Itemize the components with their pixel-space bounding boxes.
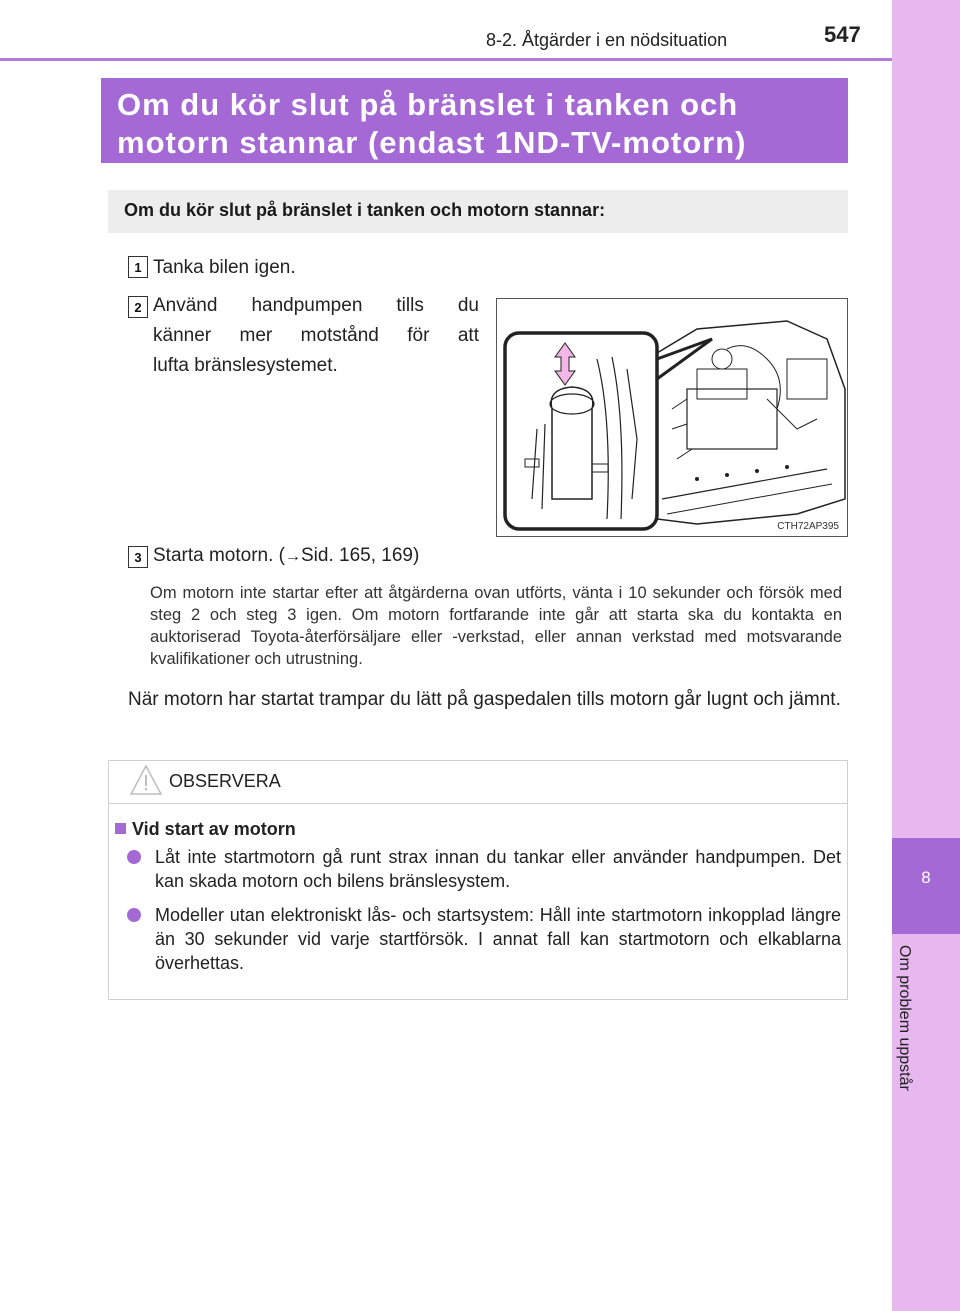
warning-title: OBSERVERA	[169, 771, 281, 791]
warning-bullet-2-text: Modeller utan elektroniskt lås- och startsystem: Håll inte startmotorn inkopplad längre än 30 sekunder vid varje startförsök. I annat fall kan startmotorn och elkablarna överhettas.	[155, 905, 841, 973]
square-bullet-icon	[115, 823, 126, 834]
step-text-1: Tanka bilen igen.	[153, 257, 296, 278]
arrow-icon: →	[285, 548, 301, 565]
warning-bullet-1-text: Låt inte startmotorn gå runt strax innan du tankar eller använder handpumpen. Det kan skada motorn och bilens bränslesystem.	[155, 847, 841, 891]
step-text-2-line3: lufta bränslesystemet.	[153, 355, 338, 376]
step-note: Om motorn inte startar efter att åtgärderna ovan utförts, vänta i 10 sekunder och försök med steg 2 och steg 3 igen. Om motorn fortfarande inte går att starta ska du kontakta en auktoriserad Toyota-återförsäljare eller -verkstad, eller annan verkstad med motsvarande kvalifikationer och utrustning.	[150, 584, 842, 668]
warning-bullet-1	[127, 845, 841, 893]
chapter-heading: 8-2. Åtgärder i en nödsituation	[486, 30, 728, 50]
warning-bullet-2	[127, 903, 841, 975]
warning-subheading	[115, 819, 296, 840]
step-number-1: 1	[128, 256, 148, 278]
warning-subheading-text: Vid start av motorn	[132, 819, 296, 839]
engine-drawing	[497, 299, 847, 536]
chapter-tab[interactable]	[892, 838, 960, 934]
section-title-line2: motorn stannar (endast 1ND-TV-motorn)	[117, 125, 747, 160]
page-number: 547	[824, 22, 861, 47]
header-rule	[0, 58, 892, 61]
engine-illustration	[496, 298, 848, 537]
step-number-2: 2	[128, 296, 148, 318]
step-text-3	[153, 541, 419, 572]
section-title-line1: Om du kör slut på bränslet i tanken och	[117, 87, 739, 122]
bullet-dot-icon	[127, 850, 141, 864]
warning-triangle-icon	[129, 763, 163, 797]
after-start-paragraph: När motorn har startat trampar du lätt på gaspedalen tills motorn går lugnt och jämnt.	[128, 689, 841, 710]
step-number-3: 3	[128, 546, 148, 568]
chapter-tab-number: 8	[921, 868, 931, 887]
step-text-2-line1: Använd handpumpen tills du	[153, 295, 479, 316]
warning-header	[109, 761, 847, 804]
section-subtitle: Om du kör slut på bränslet i tanken och motorn stannar:	[108, 190, 848, 233]
step-text-3-prefix: Starta motorn. (	[153, 545, 285, 566]
step-text-2-line2: känner mer motstånd för att	[153, 325, 479, 346]
warning-box	[108, 760, 848, 1000]
figure-code: CTH72AP395	[777, 521, 839, 532]
section-title	[101, 78, 848, 163]
chapter-side-label: Om problem uppstår	[896, 945, 913, 1091]
page-reference-link[interactable]: Sid. 165, 169)	[301, 545, 420, 566]
bullet-dot-icon	[127, 908, 141, 922]
